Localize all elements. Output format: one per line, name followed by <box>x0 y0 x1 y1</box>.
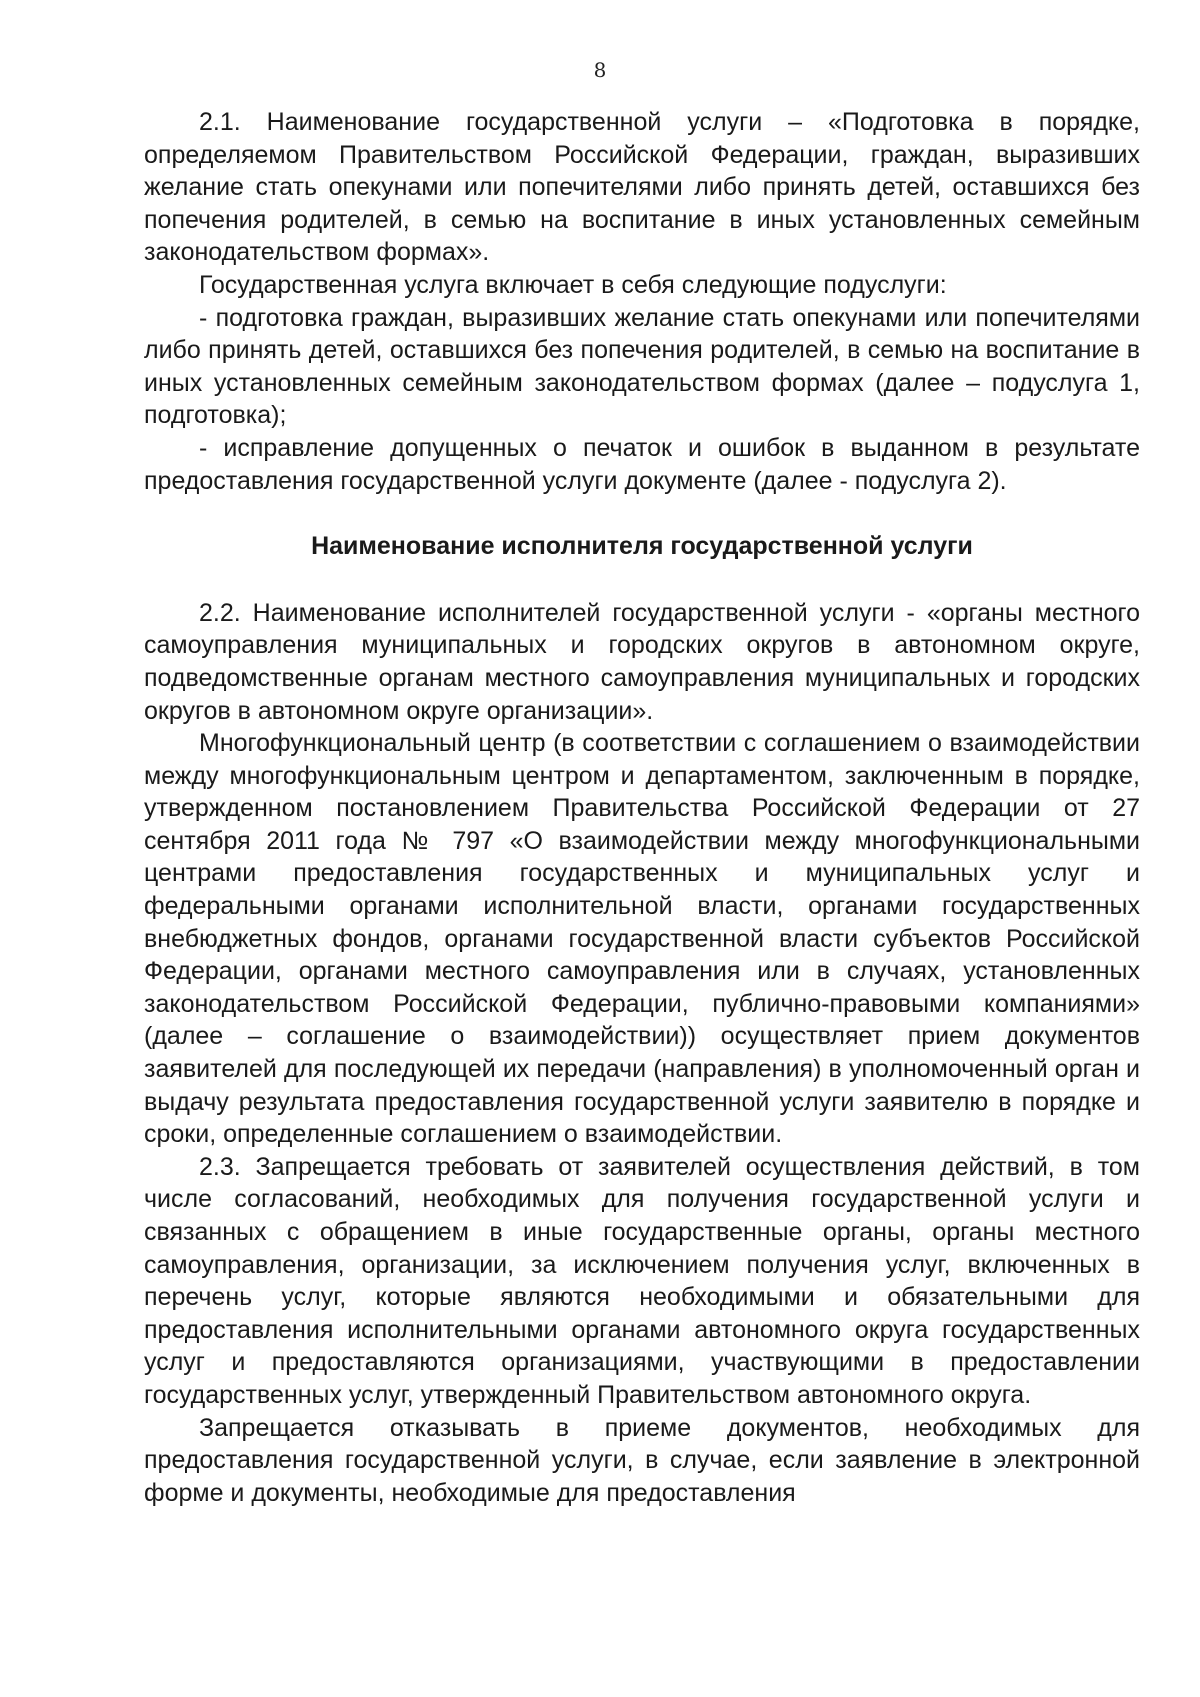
paragraph-mfc: Многофункциональный центр (в соответствии с соглашением о взаимодействии между многофункциональным центром и департаментом, заключенным в порядке, утвержденном постановлением Правительства Российской Федерации от 27 сентября 2011 года № 797 «О взаимодействии между многофункциональными центрами предоставления государственных и муниципальных услуг и федеральными органами исполнительной власти, органами государственных внебюджетных фондов, органами государственной власти субъектов Российской Федерации, органами местного самоуправления или в случаях, установленных законодательством Российской Федерации, публично-правовыми компаниями» (далее – соглашение о взаимодействии)) осуществляет прием документов заявителей для последующей их передачи (направления) в уполномоченный орган и выдачу результата предоставления государственной услуги заявителю в порядке и сроки, определенные соглашением о взаимодействии. <box>144 729 1140 1149</box>
section-heading: Наименование исполнителя государственной услуги <box>311 532 973 561</box>
list-item-subservice-1: - подготовка граждан, выразивших желание стать опекунами или попечителями либо принять детей, оставшихся без попечения родителей, в семью на воспитание в иных установленных семейным законодательством формах (далее – подуслуга 1, подготовка); <box>144 303 1140 430</box>
document-body <box>144 106 1140 1509</box>
paragraph-subservices-intro: Государственная услуга включает в себя следующие подуслуги: <box>199 270 947 299</box>
list-item-subservice-2: - исправление допущенных о печаток и ошибок в выданном в результате предоставления государственной услуги документе (далее - подуслуга 2). <box>144 433 1140 495</box>
page-number: 8 <box>593 58 607 82</box>
paragraph-2-3: 2.3. Запрещается требовать от заявителей осуществления действий, в том числе согласований, необходимых для получения государственной услуги и связанных с обращением в иные государственные органы, органы местного самоуправления, организации, за исключением получения услуг, включенных в перечень услуг, которые являются необходимыми и обязательными для предоставления исполнительными органами автономного округа государственных услуг и предоставляются организациями, участвующими в предоставлении государственных услуг, утвержденный Правительством автономного округа. <box>144 1152 1140 1409</box>
paragraph-2-2: 2.2. Наименование исполнителей государственной услуги - «органы местного самоуправления муниципальных и городских округов в автономном округе, подведомственные органам местного самоуправления муниципальных и городских округов в автономном округе организации». <box>144 598 1140 725</box>
paragraph-2-1: 2.1. Наименование государственной услуги – «Подготовка в порядке, определяемом Правительством Российской Федерации, граждан, выразивших желание стать опекунами или попечителями либо принять детей, оставшихся без попечения родителей, в семью на воспитание в иных установленных семейным законодательством формах». <box>144 108 1140 267</box>
paragraph-refusal: Запрещается отказывать в приеме документов, необходимых для предоставления государственной услуги, в случае, если заявление в электронной форме и документы, необходимые для предоставления <box>144 1413 1140 1507</box>
